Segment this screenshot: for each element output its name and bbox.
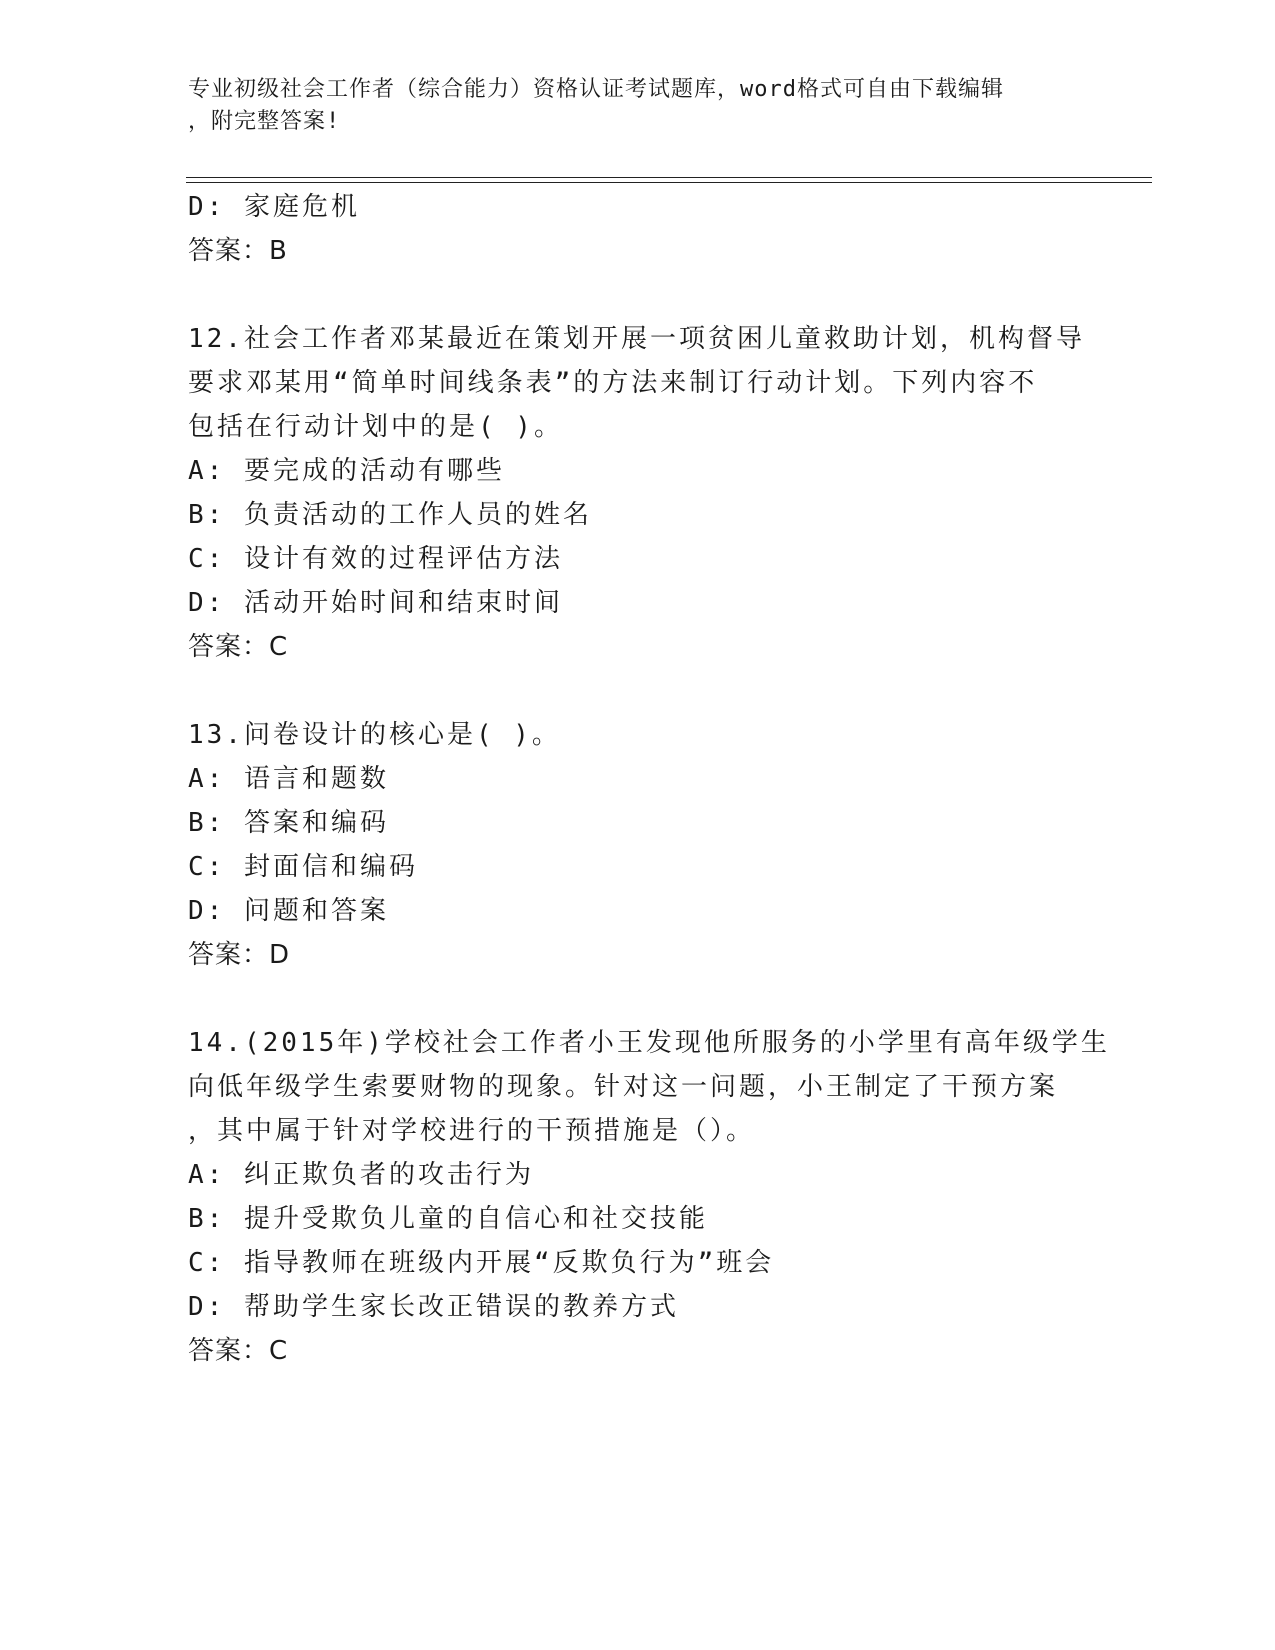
- header-divider-top: [186, 177, 1152, 178]
- q12-stem-line2: 要求邓某用“简单时间线条表”的方法来制订行动计划。下列内容不: [188, 368, 1038, 398]
- q14-option-d: D: 帮助学生家长改正错误的教养方式: [188, 1292, 679, 1322]
- q12-option-d: D: 活动开始时间和结束时间: [188, 588, 563, 618]
- q13-option-c: C: 封面信和编码: [188, 852, 418, 882]
- header-divider-bottom: [186, 182, 1152, 183]
- header-title-line1: 专业初级社会工作者（综合能力）资格认证考试题库，word格式可自由下载编辑: [188, 77, 1004, 102]
- q12-answer: 答案：C: [188, 632, 289, 662]
- q12-option-b: B: 负责活动的工作人员的姓名: [188, 500, 592, 530]
- q12-stem-line1: 12.社会工作者邓某最近在策划开展一项贫困儿童救助计划，机构督导: [188, 324, 1085, 354]
- q14-stem-line1: 14.(2015年)学校社会工作者小王发现他所服务的小学里有高年级学生: [188, 1028, 1110, 1058]
- q14-stem-line3: ，其中属于针对学校进行的干预措施是（）。: [188, 1116, 756, 1146]
- q14-answer: 答案：C: [188, 1336, 289, 1366]
- q13-stem-line1: 13.问卷设计的核心是( )。: [188, 720, 561, 750]
- q14-option-a: A: 纠正欺负者的攻击行为: [188, 1160, 534, 1190]
- q14-option-c: C: 指导教师在班级内开展“反欺负行为”班会: [188, 1248, 775, 1278]
- q13-answer: 答案：D: [188, 940, 291, 970]
- q11-option-d: D: 家庭危机: [188, 192, 360, 222]
- q12-stem-line3: 包括在行动计划中的是( )。: [188, 412, 563, 442]
- q11-answer: 答案：B: [188, 236, 288, 266]
- q13-option-d: D: 问题和答案: [188, 896, 389, 926]
- q12-option-a: A: 要完成的活动有哪些: [188, 456, 505, 486]
- q14-stem-line2: 向低年级学生索要财物的现象。针对这一问题，小王制定了干预方案: [188, 1072, 1059, 1102]
- q13-option-b: B: 答案和编码: [188, 808, 389, 838]
- q12-option-c: C: 设计有效的过程评估方法: [188, 544, 563, 574]
- header-title-line2: ，附完整答案!: [188, 109, 341, 134]
- q13-option-a: A: 语言和题数: [188, 764, 389, 794]
- page-header: [188, 74, 1088, 138]
- q14-option-b: B: 提升受欺负儿童的自信心和社交技能: [188, 1204, 708, 1234]
